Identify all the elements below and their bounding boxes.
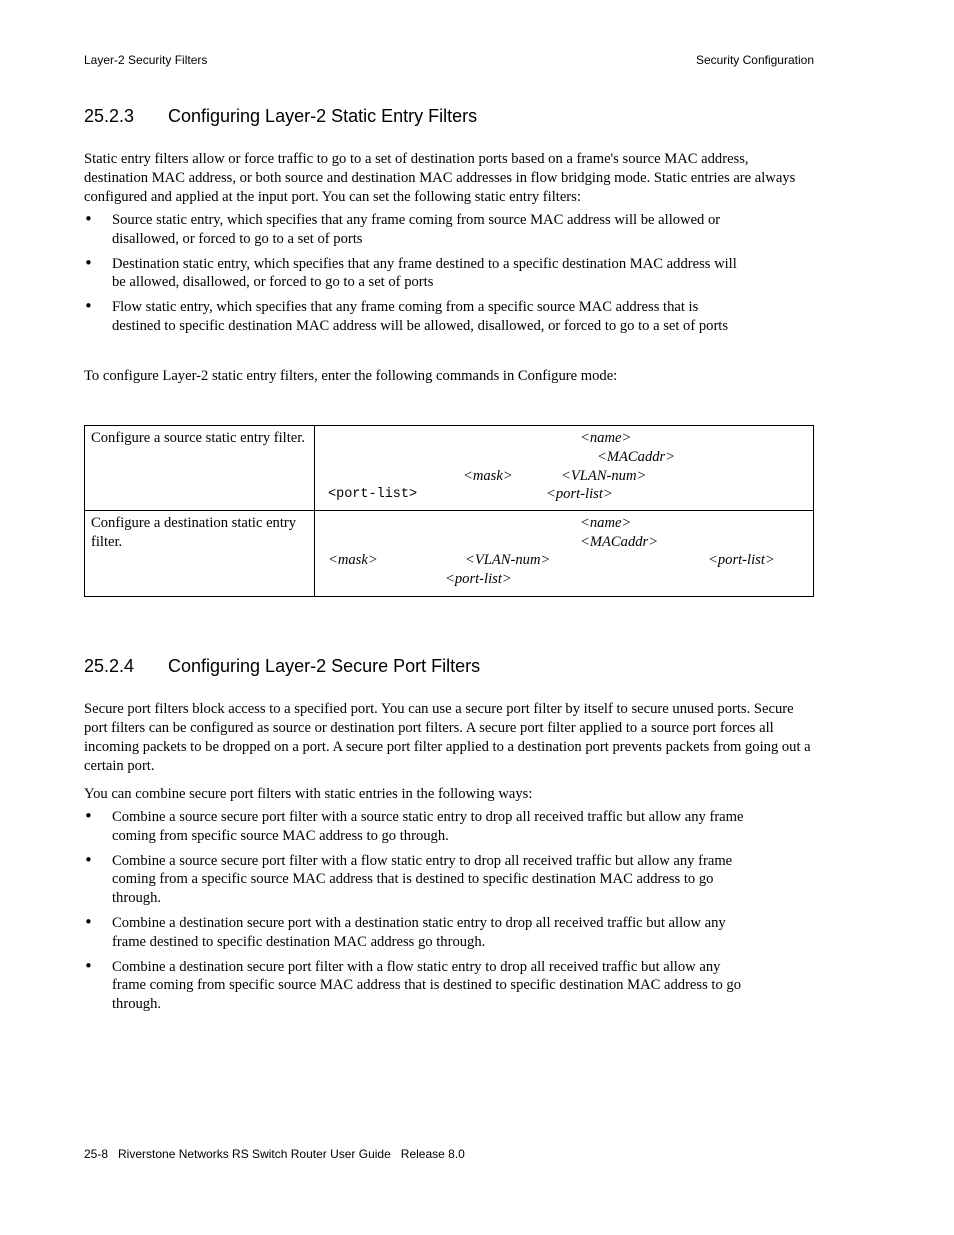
- list-item: • Flow static entry, which specifies that any frame coming from a specific source MAC address that is destined to specific destination MAC address will be allowed, disallowed, or forced to go to a set of ports: [84, 297, 729, 334]
- list-item: • Combine a destination secure port with a destination static entry to drop all received traffic but allow any frame destined to specific destination MAC address go through.: [84, 912, 726, 950]
- command-description: Configure a destination static entry filter.: [85, 511, 315, 597]
- list-item: • Combine a destination secure port filter with a flow static entry to drop all received traffic but allow any frame coming from specific source MAC address that is destined to specific destination MAC address to go through.: [84, 956, 742, 1012]
- syntax-token: <MACaddr>: [597, 449, 676, 465]
- section-number: 25.2.3: [84, 106, 135, 126]
- section-title: Configuring Layer-2 Secure Port Filters: [168, 656, 481, 676]
- command-syntax: [315, 511, 814, 597]
- list-item: • Combine a source secure port filter with a flow static entry to drop all received traffic but allow any frame coming from a specific source MAC address that is destined to specific destination MAC address to go through.: [84, 850, 733, 906]
- list-item: • Destination static entry, which specifies that any frame destined to a specific destination MAC address will be allowed, disallowed, or forced to go to a set of ports: [84, 253, 737, 291]
- running-header-right: Security Configuration: [695, 53, 814, 67]
- syntax-token: <mask>: [463, 468, 513, 484]
- table-intro: To configure Layer-2 static entry filters, enter the following commands in Configure mode:: [84, 368, 618, 384]
- section-heading-static-entry: [84, 106, 477, 127]
- static-entry-intro: Static entry filters allow or force traffic to go to a set of destination ports based on a frame's source MAC address, destination MAC address, or both source and destination MAC addresses in flow bridging mode. Static entries are always configured and applied at the input port. You can set the following static entry filters:: [84, 151, 796, 205]
- bullet-icon: •: [84, 912, 93, 931]
- bullet-icon: •: [84, 807, 93, 825]
- page-footer: 25-8 Riverstone Networks RS Switch Router User Guide Release 8.0: [84, 1147, 465, 1161]
- bullet-icon: •: [84, 210, 93, 228]
- syntax-token: <port-list>: [546, 486, 613, 502]
- syntax-token: <name>: [580, 430, 632, 446]
- bullet-icon: •: [84, 850, 93, 869]
- syntax-token: <VLAN-num>: [465, 552, 551, 568]
- syntax-token: <port-list>: [328, 487, 418, 502]
- bullet-icon: •: [84, 956, 93, 975]
- command-description: Configure a source static entry filter.: [85, 426, 315, 511]
- command-table: [84, 425, 814, 597]
- combine-intro: You can combine secure port filters with static entries in the following ways:: [84, 786, 533, 802]
- secure-port-bullet-list: [84, 808, 754, 1020]
- command-syntax: [315, 426, 814, 511]
- list-item: • Combine a source secure port filter with a source static entry to drop all received traffic but allow any frame coming from specific source MAC address to go through.: [84, 807, 744, 844]
- list-item: • Source static entry, which specifies that any frame coming from source MAC address will be allowed or disallowed, or forced to go to a set of ports: [84, 210, 721, 247]
- syntax-token: <name>: [580, 515, 632, 531]
- section-heading-secure-port: [84, 656, 480, 677]
- section-number: 25.2.4: [84, 656, 135, 676]
- running-header-left: Layer-2 Security Filters: [84, 53, 208, 67]
- syntax-token: <mask>: [328, 552, 378, 568]
- secure-port-intro: Secure port filters block access to a specified port. You can use a secure port filter by itself to secure unused ports. Secure port filters can be configured as source or destination port filters. A secure port filter applied to a source port forces all incoming packets to be dropped on a port. A secure port filter applied to a destination port prevents packets from going out a certain port.: [84, 701, 811, 774]
- syntax-token: <VLAN-num>: [561, 468, 647, 484]
- bullet-icon: •: [84, 297, 93, 316]
- syntax-token: <port-list>: [708, 552, 775, 568]
- section-title: Configuring Layer-2 Static Entry Filters: [168, 106, 478, 126]
- syntax-token: <port-list>: [445, 571, 512, 587]
- table-row: [85, 511, 814, 597]
- bullet-icon: •: [84, 253, 93, 272]
- syntax-token: <MACaddr>: [580, 534, 659, 550]
- table-row: [85, 426, 814, 511]
- static-entry-bullet-list: [84, 211, 744, 342]
